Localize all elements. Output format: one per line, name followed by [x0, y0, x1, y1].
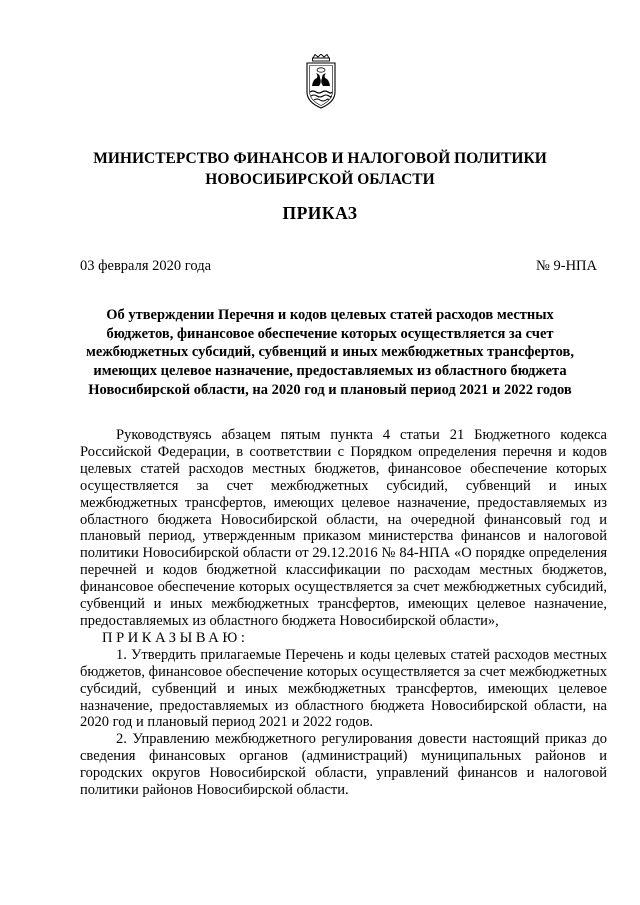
command-word: ПРИКАЗЫВАЮ:	[102, 629, 249, 646]
preamble-paragraph: Руководствуясь абзацем пятым пункта 4 статьи 21 Бюджетного кодекса Российской Федерации, в соответствии с Порядком определения перечня и кодов целевых статей расходов местных бюджетов, финансовое обеспечение которых осуществляется за счет межбюджетных субсидий, субвенций и иных межбюджетных трансфертов, имеющих целевое назначение, предоставляемых из областного бюджета Новосибирской области, на очередной финансовый год и плановый период, утвержденным приказом министерства финансов и налоговой политики Новосибирской области от 29.12.2016 № 84-НПА «О порядке определения перечней и кодов бюджетной классификации по расходам местных бюджетов, финансовое обеспечение которых осуществляется за счет межбюджетных субсидий, субвенций и иных межбюджетных трансфертов, имеющих целевое назначение, предоставляемых из областного бюджета Новосибирской области»,	[80, 427, 607, 629]
order-item-2: 2. Управлению межбюджетного регулирования довести настоящий приказ до сведения финансовых органов (администраций) муниципальных районов и городских округов Новосибирской области, управлений финансов и налоговой политики районов Новосибирской области.	[80, 731, 607, 799]
document-type-heading: ПРИКАЗ	[282, 203, 358, 223]
title-line: бюджетов, финансовое обеспечение которых осуществляется за счет	[106, 325, 554, 342]
novosibirsk-coat-of-arms-icon	[303, 54, 339, 110]
ministry-header	[60, 148, 580, 190]
order-item-1: 1. Утвердить прилагаемые Перечень и коды целевых статей расходов местных бюджетов, финансовое обеспечение которых осуществляется за счет межбюджетных субсидий, субвенций и иных межбюджетных трансфертов, имеющих целевое назначение, предоставляемых из областного бюджета Новосибирской области, на 2020 год и плановый период 2021 и 2022 годов.	[80, 646, 607, 731]
title-line: межбюджетных субсидий, субвенций и иных межбюджетных трансфертов,	[85, 344, 575, 361]
title-line: Новосибирской области, на 2020 год и плановый период 2021 и 2022 годов	[88, 381, 572, 398]
order-title	[76, 306, 584, 400]
ministry-header-line: НОВОСИБИРСКОЙ ОБЛАСТИ	[205, 171, 435, 188]
title-line: Об утверждении Перечня и кодов целевых статей расходов местных	[106, 307, 554, 323]
order-body	[80, 427, 607, 799]
order-number: № 9-НПА	[536, 258, 597, 274]
ministry-header-line: МИНИСТЕРСТВО ФИНАНСОВ И НАЛОГОВОЙ ПОЛИТИКИ	[93, 150, 547, 167]
title-line: имеющих целевое назначение, предоставляемых из областного бюджета	[93, 363, 567, 380]
order-date: 03 февраля 2020 года	[80, 258, 212, 274]
